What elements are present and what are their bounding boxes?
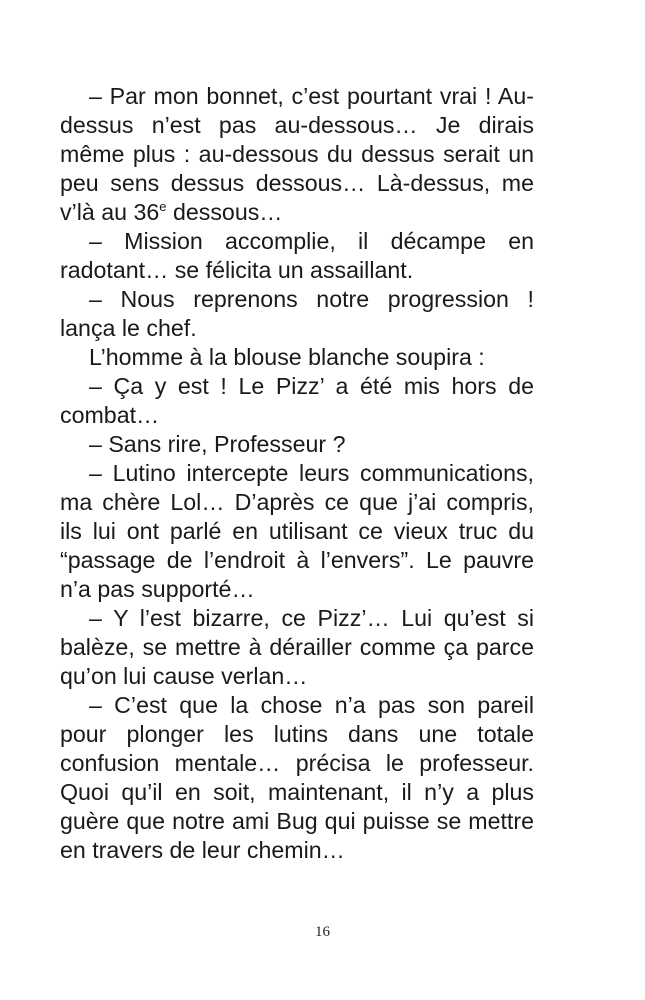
- paragraph: L’homme à la blouse blanche soupira :: [89, 344, 485, 370]
- page-body: [60, 82, 534, 865]
- paragraph-text: dessous…: [166, 199, 283, 225]
- paragraph: – Lutino intercepte leurs communications, ma chère Lol… D’après ce que j’ai compris, ils lui ont parlé en utilisant ce vieux truc du “passage de l’endroit à l’envers”. Le pauvre n’a pas supporté…: [60, 460, 534, 602]
- paragraph: – Sans rire, Professeur ?: [89, 431, 346, 457]
- paragraph: – C’est que la chose n’a pas son pareil pour plonger les lutins dans une totale confusion mentale… précisa le professeur. Quoi qu’il en soit, maintenant, il n’y a plus guère que notre ami Bug qui puisse se mettre en travers de leur chemin…: [60, 692, 534, 863]
- superscript-ordinal: e: [159, 199, 167, 214]
- paragraph: – Mission accomplie, il décampe en radotant… se félicita un assaillant.: [60, 228, 534, 283]
- paragraph-text: – Par mon bonnet, c’est pourtant vrai ! Au-dessus n’est pas au-dessous… Je dirais même plus : au-dessous du dessus serait un peu sens dessus dessous… Là-dessus, me v’là au 36: [60, 83, 534, 225]
- paragraph: – Y l’est bizarre, ce Pizz’… Lui qu’est si balèze, se mettre à dérailler comme ça parce qu’on lui cause verlan…: [60, 605, 534, 689]
- paragraph: – Ça y est ! Le Pizz’ a été mis hors de combat…: [60, 373, 534, 428]
- page-number: 16: [315, 924, 330, 940]
- paragraph: – Nous reprenons notre progression ! lança le chef.: [60, 286, 534, 341]
- paragraph: [60, 82, 534, 227]
